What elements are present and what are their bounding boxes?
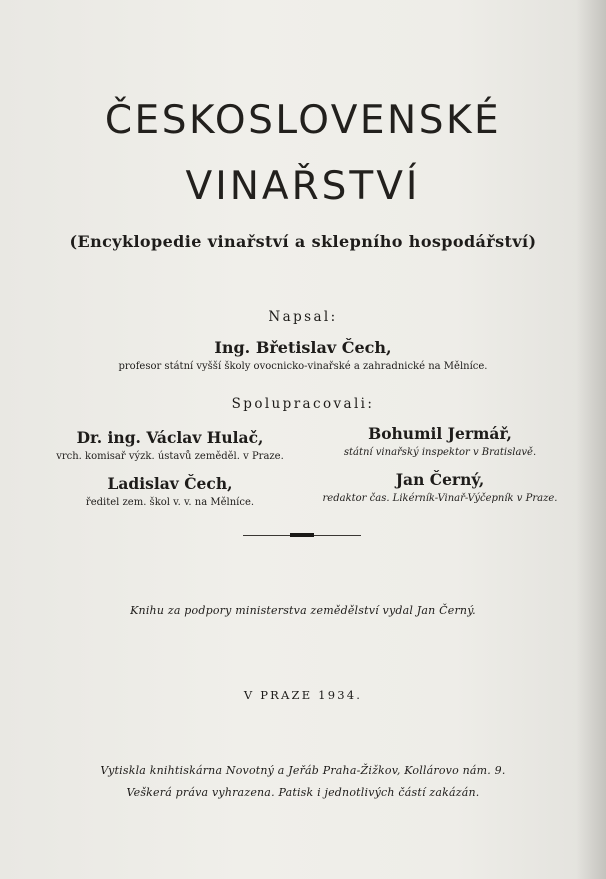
collaborator-cerny [310, 470, 570, 504]
collaborator-jermar [310, 424, 570, 458]
book-title-line-1: ČESKOSLOVENSKÉ [104, 98, 502, 143]
collaborator-hulac [40, 428, 300, 462]
printer-note: Vytiskla knihtiskárna Novotný a Jeřáb Praha-Žižkov, Kollárovo nám. 9. [100, 764, 506, 777]
author-name: Ing. Břetislav Čech, [214, 338, 392, 357]
collaborator-description: vrch. komisař výzk. ústavů zeměděl. v Praze. [56, 451, 284, 462]
collaborator-name: Ladislav Čech, [107, 474, 233, 493]
book-subtitle: (Encyklopedie vinařství a sklepního hospodářství) [69, 232, 537, 251]
collaborator-description: státní vinařský inspektor v Bratislavě. [343, 447, 537, 458]
collaborator-name: Dr. ing. Václav Hulač, [76, 428, 264, 447]
ornamental-divider [243, 534, 361, 536]
author-label: Napsal: [268, 309, 338, 325]
publisher-note: Knihu za podpory ministerstva zemědělství vydal Jan Černý. [130, 604, 476, 617]
book-title-line-2: VINAŘSTVÍ [185, 164, 421, 209]
place-and-year: V PRAZE 1934. [243, 688, 363, 702]
author-description: profesor státní vyšší školy ovocnicko-vinařské a zahradnické na Mělníce. [118, 361, 488, 372]
collaborator-name: Bohumil Jermář, [368, 424, 512, 443]
rights-note: Veškerá práva vyhrazena. Patisk i jednotlivých částí zakázán. [126, 786, 480, 799]
collaborator-name: Jan Černý, [395, 470, 485, 489]
collaborator-description: ředitel zem. škol v. v. na Mělníce. [85, 497, 255, 508]
collaborator-description: redaktor čas. Likérník-Vinař-Výčepník v Praze. [322, 493, 558, 504]
collaborators-label: Spolupracovali: [231, 396, 375, 412]
divider-center-bar [290, 533, 314, 537]
collaborator-cech [40, 474, 300, 508]
